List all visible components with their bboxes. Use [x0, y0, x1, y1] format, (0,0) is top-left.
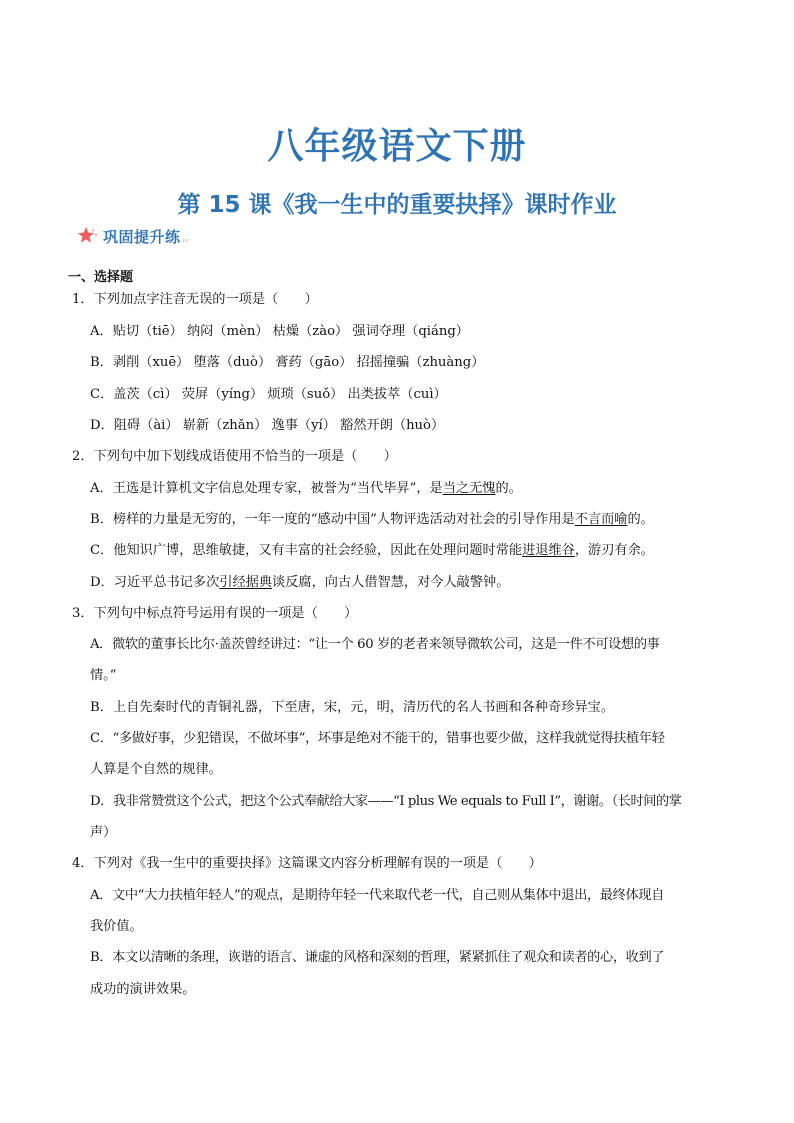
- question-3-option-d-line1: D．我非常赞赏这个公式，把这个公式奉献给大家——“I plus We equals to Full I”，谢谢。（长时间的掌: [90, 794, 682, 809]
- question-2-option-a: A．王选是计算机文字信息处理专家，被誉为“当代毕昇”，是当之无愧的。: [90, 481, 522, 496]
- underlined-idiom: 引经据典: [219, 575, 273, 590]
- question-4-option-b-line1: B．本文以清晰的条理，诙谐的语言、谦虚的风格和深刻的哲理，紧紧抓住了观众和读者的心，收到了: [90, 950, 665, 965]
- question-4-option-b-line2: 成功的演讲效果。: [90, 982, 196, 997]
- question-3-option-a-line2: 情。”: [90, 668, 117, 683]
- question-4-option-a-line2: 我价值。: [90, 919, 143, 934]
- page-title: 八年级语文下册: [267, 126, 527, 167]
- question-3-stem: 3．下列句中标点符号运用有误的一项是（ ）: [72, 606, 358, 621]
- question-3-option-d-line2: 声）: [90, 825, 117, 840]
- question-1-option-b: B．剥削（xuē） 堕落（duò） 膏药（gāo） 招摇撞骗（zhuàng）: [90, 355, 485, 370]
- question-4-stem: 4．下列对《我一生中的重要抉择》这篇课文内容分析理解有误的一项是（ ）: [72, 856, 542, 871]
- lesson-subtitle: 第 15 课《我一生中的重要抉择》课时作业: [177, 192, 617, 218]
- star-icon: [77, 226, 99, 246]
- section-badge: [77, 226, 189, 246]
- badge-decoration: [183, 239, 189, 242]
- question-2-option-c: C．他知识广博，思维敏捷，又有丰富的社会经验，因此在处理问题时常能进退维谷，游刃有余。: [90, 543, 654, 558]
- question-4-option-a-line1: A．文中“大力扶植年轻人”的观点，是期待年轻一代来取代老一代，自己则从集体中退出，最终体现自: [90, 888, 664, 903]
- question-1-option-a: A．贴切（tiē） 纳闷（mèn） 枯燥（zào） 强词夺理（qiáng）: [90, 324, 469, 339]
- question-3-option-b: B．上自先秦时代的青铜礼器，下至唐，宋，元，明，清历代的名人书画和各种奇珍异宝。: [90, 700, 614, 715]
- section-heading: 一、选择题: [68, 270, 134, 285]
- question-2-stem: 2．下列句中加下划线成语使用不恰当的一项是（ ）: [72, 449, 397, 464]
- underlined-idiom: 进退维谷: [522, 543, 575, 558]
- question-3-option-a-line1: A．微软的董事长比尔·盖茨曾经讲过：“让一个 60 岁的老者来领导微软公司，这是一件不可设想的事: [90, 637, 660, 652]
- question-1-stem: 1．下列加点字注音无误的一项是（ ）: [72, 292, 318, 307]
- question-1-option-d: D．阻碍（ài） 崭新（zhǎn） 逸事（yí） 豁然开朗（huò）: [90, 418, 445, 433]
- question-3-option-c-line1: C．“多做好事，少犯错误，不做坏事”，坏事是绝对不能干的，错事也要少做，这样我就觉得扶植年轻: [90, 731, 665, 746]
- badge-label: 巩固提升练: [103, 227, 181, 246]
- underlined-idiom: 当之无愧: [442, 481, 496, 496]
- question-1-option-c: C．盖茨（cì） 荧屏（yíng） 烦琐（suǒ） 出类拔萃（cuì）: [90, 387, 447, 402]
- question-3-option-c-line2: 人算是个自然的规律。: [90, 762, 222, 777]
- question-2-option-b: B．榜样的力量是无穷的，一年一度的“感动中国”人物评选活动对社会的引导作用是不言而喻的。: [90, 512, 654, 527]
- underlined-idiom: 不言而喻: [574, 512, 628, 527]
- question-2-option-d: D．习近平总书记多次引经据典谈反腐，向古人借智慧，对今人敲警钟。: [90, 575, 510, 590]
